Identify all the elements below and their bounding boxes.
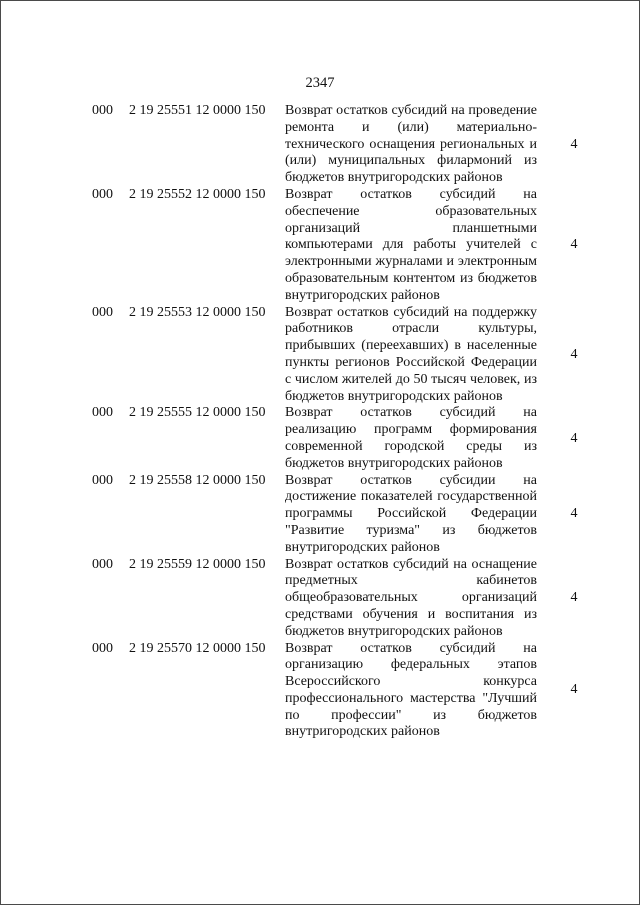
budget-code: 2 19 25552 12 0000 150 [129, 186, 266, 202]
admin-code: 000 [92, 640, 113, 656]
budget-code: 2 19 25555 12 0000 150 [129, 405, 266, 421]
table-row [0, 103, 640, 187]
row-description: Возврат остатков субсидий на поддержку работников отрасли культуры, прибывших (переехавших) в населенные пункты регионов Российской Федерации с числом жителей до 50 тысяч человек, из бюджетов внутригородских районов [285, 304, 537, 404]
admin-code: 000 [92, 186, 113, 202]
table-row [0, 305, 640, 406]
budget-code: 2 19 25551 12 0000 150 [129, 103, 266, 118]
row-description: Возврат остатков субсидий на оснащение предметных кабинетов общеобразовательных организаций средствами обучения и воспитания из бюджетов внутригородских районов [285, 556, 537, 639]
admin-code: 000 [92, 556, 113, 572]
budget-code: 2 19 25553 12 0000 150 [129, 304, 266, 320]
row-value: 4 [570, 237, 578, 253]
row-description: Возврат остатков субсидии на достижение показателей государственной программы Российской Федерации "Развитие туризма" из бюджетов внутригородских районов [285, 472, 537, 555]
row-description: Возврат остатков субсидий на реализацию программ формирования современной городской среды из бюджетов внутригородских районов [285, 405, 537, 471]
classification-table [0, 103, 640, 741]
row-description: Возврат остатков субсидий на обеспечение образовательных организаций планшетными компьютерами для работы учителей с электронными журналами и электронным образовательным контентом из бюджетов внутригородских районов [285, 186, 537, 303]
budget-code: 2 19 25570 12 0000 150 [129, 640, 266, 656]
budget-code: 2 19 25558 12 0000 150 [129, 472, 266, 488]
admin-code: 000 [92, 304, 113, 320]
row-value: 4 [570, 136, 578, 152]
budget-code: 2 19 25559 12 0000 150 [129, 556, 266, 572]
table-row [0, 405, 640, 472]
admin-code: 000 [92, 405, 113, 421]
row-value: 4 [570, 430, 578, 446]
page-number: 2347 [305, 75, 335, 91]
table-row [0, 641, 640, 742]
row-description: Возврат остатков субсидий на организацию федеральных этапов Всероссийского конкурса профессионального мастерства "Лучший по профессии" из бюджетов внутригородских районов [285, 640, 537, 740]
row-value: 4 [570, 682, 578, 698]
admin-code: 000 [92, 472, 113, 488]
row-value: 4 [570, 346, 578, 362]
table-row [0, 187, 640, 305]
admin-code: 000 [92, 103, 113, 118]
row-value: 4 [570, 590, 578, 606]
row-description: Возврат остатков субсидий на проведение ремонта и (или) материально-технического оснащения региональных и (или) муниципальных филармоний из бюджетов внутригородских районов [285, 103, 537, 186]
row-value: 4 [570, 506, 578, 522]
table-row [0, 473, 640, 557]
table-row [0, 557, 640, 641]
